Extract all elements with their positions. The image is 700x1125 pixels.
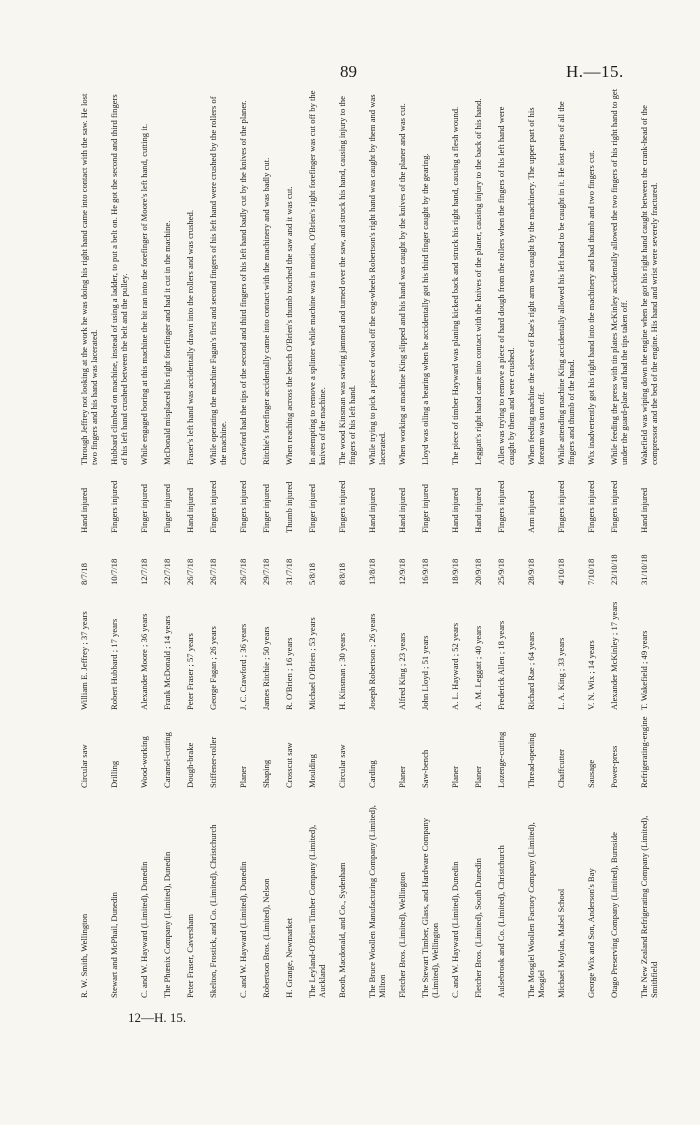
- employer-cell: The New Zealand Refrigerating Company (Limited), Smithfield: [639, 815, 659, 998]
- table-row: [163, 85, 186, 1000]
- machine-cell: Power-press: [609, 745, 619, 788]
- employer-cell: Booth, Macdonald, and Co., Sydenham: [337, 862, 347, 998]
- injury-cell: Hand injured: [450, 487, 460, 533]
- injury-cell: Fingers injured: [238, 480, 248, 533]
- description-cell: Through Jeffrey not looking at the work he was doing his right hand came into contact with the saw. He lost two fingers and his hand was lacerated.: [79, 93, 99, 465]
- date-cell: 8/8/18: [337, 563, 347, 585]
- date-cell: 7/10/18: [586, 558, 596, 585]
- description-cell: Wix inadvertently got his right hand into the machinery and had thumb and two fingers cut.: [586, 150, 596, 465]
- machine-cell: Dough-brake: [185, 742, 195, 788]
- table-row: [398, 85, 421, 1000]
- date-cell: 25/9/18: [496, 558, 506, 585]
- date-cell: 26/7/18: [185, 558, 195, 585]
- table-row: [474, 85, 497, 1000]
- table-row: [308, 85, 338, 1000]
- table-row: [239, 85, 262, 1000]
- machine-cell: Refrigerating-engine: [639, 716, 649, 788]
- table-row: [527, 85, 557, 1000]
- employer-cell: C. and W. Hayward (Limited), Dunedin: [238, 861, 248, 998]
- employer-cell: H. Grange, Newmarket: [284, 917, 294, 998]
- table-row: [285, 85, 308, 1000]
- person-cell: R. O'Brien ; 16 years: [284, 637, 294, 710]
- table-row: [186, 85, 209, 1000]
- table-row: [557, 85, 587, 1000]
- employer-cell: Robertson Bros. (Limited), Nelson: [261, 878, 271, 998]
- machine-cell: Chaffcutter: [556, 749, 566, 788]
- machine-cell: Planer: [397, 766, 407, 788]
- person-cell: Joseph Robertson ; 26 years: [367, 613, 377, 710]
- employer-cell: The Phœnix Company (Limited), Dunedin: [162, 851, 172, 998]
- description-cell: The piece of timber Hayward was planing kicked back and struck his right hand, causing a flesh wound.: [450, 106, 460, 465]
- page-number: 89: [340, 62, 357, 81]
- injury-cell: Fingers injured: [609, 480, 619, 533]
- employer-cell: Aulsebrook and Co. (Limited), Christchurch: [496, 845, 506, 998]
- injury-cell: Hand injured: [473, 487, 483, 533]
- description-cell: Leggatt's right hand came into contact with the knives of the planer, causing injury to the back of his hand.: [473, 98, 483, 465]
- machine-cell: Circular saw: [79, 744, 89, 788]
- machine-cell: Planer: [238, 766, 248, 788]
- date-cell: 29/7/18: [261, 558, 271, 585]
- date-cell: 18/9/18: [450, 558, 460, 585]
- person-cell: Alfred King ; 23 years: [397, 632, 407, 710]
- injury-cell: Finger injured: [307, 484, 317, 533]
- date-cell: 8/7/18: [79, 563, 89, 585]
- machine-cell: Stiffener-roller: [208, 736, 218, 788]
- description-cell: When feeding machine the sleeve of Rae's right arm was caught by the machinery. The upper part of his forearm was torn off.: [526, 107, 546, 465]
- description-cell: While operating the machine Fagan's first and second fingers of his left hand were crushed by the rollers of the machine.: [208, 96, 228, 465]
- description-cell: McDonald misplaced his right forefinger and had it cut in the machine.: [162, 220, 172, 465]
- injury-cell: Finger injured: [261, 484, 271, 533]
- accident-table: [80, 85, 670, 1000]
- description-cell: Allen was trying to remove a piece of hard dough from the rollers when the fingers of his left hand were caught by them and were crushed.: [496, 106, 516, 465]
- injury-cell: Finger injured: [139, 484, 149, 533]
- injury-cell: Fingers injured: [109, 480, 119, 533]
- person-cell: George Fagan ; 26 years: [208, 626, 218, 710]
- table-row: [209, 85, 239, 1000]
- description-cell: While trying to pick a piece of wool off the cog-wheels Robertson's right hand was caught by them and was lacerated.: [367, 94, 387, 465]
- date-cell: 13/8/18: [367, 558, 377, 585]
- person-cell: Peter Fraser ; 57 years: [185, 633, 195, 710]
- date-cell: 23/10/18: [609, 554, 619, 585]
- person-cell: John Lloyd ; 51 years: [420, 635, 430, 710]
- document-reference: H.—15.: [566, 62, 624, 81]
- description-cell: Wakefield was wiping down the engine when he got his right hand caught between the crank-head of the compressor and the bed of the engine. His hand and wrist were severely fractured.: [639, 105, 659, 465]
- date-cell: 12/9/18: [397, 558, 407, 585]
- employer-cell: Fletcher Bros. (Limited), South Dunedin: [473, 858, 483, 998]
- table-row: [451, 85, 474, 1000]
- person-cell: Alexander Moore ; 36 years: [139, 613, 149, 710]
- machine-cell: Drilling: [109, 760, 119, 788]
- person-cell: James Ritchie ; 50 years: [261, 626, 271, 710]
- date-cell: 26/7/18: [208, 558, 218, 585]
- machine-cell: Crosscut saw: [284, 742, 294, 788]
- machine-cell: Moulding: [307, 754, 317, 788]
- injury-cell: Fingers injured: [337, 480, 347, 533]
- accident-table-rotated: [80, 85, 670, 1000]
- person-cell: A. M. Leggatt ; 40 years: [473, 625, 483, 710]
- description-cell: While feeding the press with tin plates McKinley accidentally allowed the two fingers of his right hand to get under the guard-plate and had the tips taken off.: [609, 88, 629, 465]
- date-cell: 22/7/18: [162, 558, 172, 585]
- injury-cell: Fingers injured: [586, 480, 596, 533]
- employer-cell: The Mosgiel Woollen Factory Company (Limited), Mosgiel: [526, 822, 546, 998]
- date-cell: 4/10/18: [556, 558, 566, 585]
- table-row: [80, 85, 110, 1000]
- person-cell: J. C. Crawford ; 36 years: [238, 623, 248, 710]
- machine-cell: Saw-bench: [420, 749, 430, 788]
- date-cell: 28/9/18: [526, 558, 536, 585]
- date-cell: 31/10/18: [639, 554, 649, 585]
- injury-cell: Fingers injured: [208, 480, 218, 533]
- description-cell: Crawford had the tips of the second and third fingers of his left hand badly cut by the knives of the planer.: [238, 100, 248, 465]
- table-row: [110, 85, 140, 1000]
- printer-signature: 12—H. 15.: [128, 1010, 187, 1025]
- employer-cell: R. W. Smith, Wellington: [79, 913, 89, 998]
- date-cell: 5/8/18: [307, 563, 317, 585]
- description-cell: In attempting to remove a splinter while machine was in motion, O'Brien's right forefinger was cut off by the knives of the machine.: [307, 90, 327, 465]
- machine-cell: Caramel-cutting: [162, 732, 172, 788]
- machine-cell: Sausage: [586, 759, 596, 788]
- person-cell: H. Kinsman ; 30 years: [337, 632, 347, 710]
- injury-cell: Fingers injured: [496, 480, 506, 533]
- person-cell: Robert Hubbard ; 17 years: [109, 618, 119, 710]
- person-cell: Frank McDonald ; 14 years: [162, 615, 172, 710]
- table-row: [140, 85, 163, 1000]
- machine-cell: Shaping: [261, 759, 271, 788]
- table-row: [640, 85, 670, 1000]
- description-cell: Fraser's left hand was accidentally drawn into the rollers and was crushed.: [185, 210, 195, 465]
- person-cell: Richard Rae ; 64 years: [526, 631, 536, 710]
- table-row: [610, 85, 640, 1000]
- employer-cell: Fletcher Bros. (Limited), Wellington: [397, 872, 407, 998]
- date-cell: 20/9/18: [473, 558, 483, 585]
- employer-cell: The Leyland-O'Brien Timber Company (Limited), Auckland: [307, 824, 327, 998]
- machine-cell: Thread-opening: [526, 733, 536, 788]
- injury-cell: Finger injured: [162, 484, 172, 533]
- description-cell: When working at machine King slipped and his hand was caught by the knives of the planer and was cut.: [397, 103, 407, 465]
- person-cell: Alexander McKinley ; 17 years: [609, 601, 619, 710]
- description-cell: While attending machine King accidentally allowed his left hand to be caught in it. He lost parts of all the fingers and thumb of the hand.: [556, 101, 576, 465]
- employer-cell: Skelton, Frostick, and Co. (Limited), Christchurch: [208, 824, 218, 998]
- employer-cell: The Bruce Woollen Manufacturing Company (Limited), Milton: [367, 805, 387, 998]
- injury-cell: Fingers injured: [556, 480, 566, 533]
- description-cell: While engaged boring at this machine the bit ran into the forefinger of Moore's left hand, cutting it.: [139, 123, 149, 465]
- employer-cell: Stewart and McPhail, Dunedin: [109, 892, 119, 998]
- employer-cell: Peter Fraser, Caversham: [185, 914, 195, 998]
- description-cell: The wood Kinsman was sawing jammed and turned over the saw, and struck his hand, causing injury to the fingers of his left hand.: [337, 96, 357, 465]
- person-cell: A. L. Hayward ; 52 years: [450, 622, 460, 710]
- description-cell: Ritchie's forefinger accidentally came into contact with the machinery and was badly cut.: [261, 157, 271, 465]
- person-cell: Michael O'Brien ; 53 years: [307, 617, 317, 710]
- machine-cell: Wood-working: [139, 736, 149, 788]
- employer-cell: Otago Preserving Company (Limited), Burnside: [609, 832, 619, 998]
- injury-cell: Thumb injured: [284, 481, 294, 533]
- machine-cell: Lozenge-cutting: [496, 731, 506, 788]
- description-cell: When reaching across the bench O'Brien's thumb touched the saw and it was cut.: [284, 186, 294, 465]
- person-cell: Frederick Allen ; 18 years: [496, 620, 506, 710]
- machine-cell: Planer: [473, 766, 483, 788]
- injury-cell: Hand injured: [79, 487, 89, 533]
- employer-cell: C. and W. Hayward (Limited), Dunedin: [450, 861, 460, 998]
- person-cell: L. A. King ; 33 years: [556, 637, 566, 710]
- date-cell: 16/9/18: [420, 558, 430, 585]
- injury-cell: Hand injured: [639, 487, 649, 533]
- table-row: [338, 85, 368, 1000]
- employer-cell: The Stewart Timber, Glass, and Hardware Company (Limited), Wellington: [420, 817, 440, 998]
- injury-cell: Hand injured: [185, 487, 195, 533]
- description-cell: Lloyd was oiling a bearing when he accidentally got his third finger caught by the gearing.: [420, 153, 430, 465]
- date-cell: 31/7/18: [284, 558, 294, 585]
- injury-cell: Finger injured: [420, 484, 430, 533]
- table-row: [587, 85, 610, 1000]
- table-row: [497, 85, 527, 1000]
- person-cell: T. Wakefield ; 49 years: [639, 630, 649, 710]
- injury-cell: Hand injured: [397, 487, 407, 533]
- table-row: [368, 85, 398, 1000]
- description-cell: Hubbard climbed on machine, instead of using a ladder, to put a belt on. He got the second and third fingers of his left hand crushed between the belt and the pulley.: [109, 94, 129, 465]
- date-cell: 10/7/18: [109, 558, 119, 585]
- machine-cell: Planer: [450, 766, 460, 788]
- employer-cell: Michael Moylan, Mabel School: [556, 888, 566, 998]
- employer-cell: C. and W. Hayward (Limited), Dunedin: [139, 861, 149, 998]
- machine-cell: Carding: [367, 760, 377, 788]
- date-cell: 12/7/18: [139, 558, 149, 585]
- table-row: [421, 85, 451, 1000]
- person-cell: V. N. Wix ; 14 years: [586, 640, 596, 710]
- employer-cell: George Wix and Son, Anderson's Bay: [586, 868, 596, 998]
- person-cell: William E. Jeffrey ; 37 years: [79, 611, 89, 710]
- injury-cell: Hand injured: [367, 487, 377, 533]
- injury-cell: Arm injured: [526, 490, 536, 533]
- date-cell: 26/7/18: [238, 558, 248, 585]
- table-row: [262, 85, 285, 1000]
- machine-cell: Circular saw: [337, 744, 347, 788]
